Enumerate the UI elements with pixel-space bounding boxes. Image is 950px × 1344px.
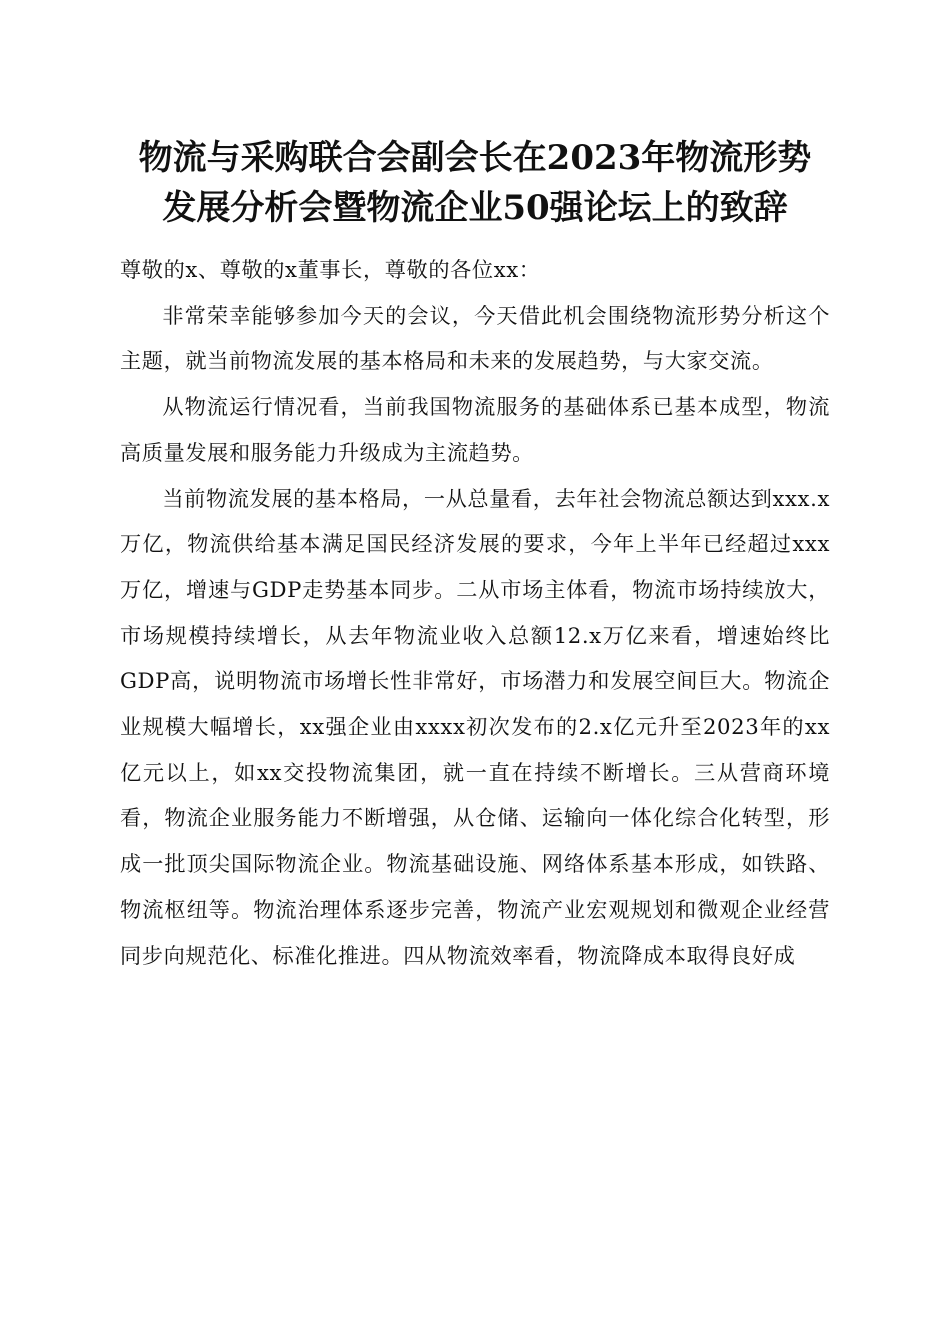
paragraph-2: 从物流运行情况看，当前我国物流服务的基础体系已基本成型，物流高质量发展和服务能力升级成为主流趋势。 — [120, 394, 830, 465]
paragraph-1: 非常荣幸能够参加今天的会议，今天借此机会围绕物流形势分析这个主题，就当前物流发展的基本格局和未来的发展趋势，与大家交流。 — [120, 302, 830, 374]
document-title-line-2: 发展分析会暨物流企业50强论坛上的致辞 — [162, 188, 788, 228]
paragraph-3: 当前物流发展的基本格局，一从总量看，去年社会物流总额达到xxx.x万亿，物流供给基本满足国民经济发展的要求，今年上半年已经超过xxx万亿，增速与GDP走势基本同步。二从市场主体看，物流市场持续放大，市场规模持续增长，从去年物流业收入总额12.x万亿来看，增速始终比GDP高，说明物流市场增长性非常好，市场潜力和发展空间巨大。物流企业规模大幅增长，xx强企业由xxxx初次发布的2.x亿元升至2023年的xx亿元以上，如xx交投物流集团，就一直在持续不断增长。三从营商环境看，物流企业服务能力不断增强，从仓储、运输向一体化综合化转型，形成一批顶尖国际物流企业。物流基础设施、网络体系基本形成，如铁路、物流枢纽等。物流治理体系逐步完善，物流产业宏观规划和微观企业经营同步向规范化、标准化推进。四从物流效率看，物流降成本取得良好成 — [120, 485, 830, 968]
document-body — [120, 247, 830, 978]
salutation: 尊敬的x、尊敬的x董事长，尊敬的各位xx： — [120, 257, 541, 282]
document-title-line-1: 物流与采购联合会副会长在2023年物流形势 — [138, 138, 812, 178]
